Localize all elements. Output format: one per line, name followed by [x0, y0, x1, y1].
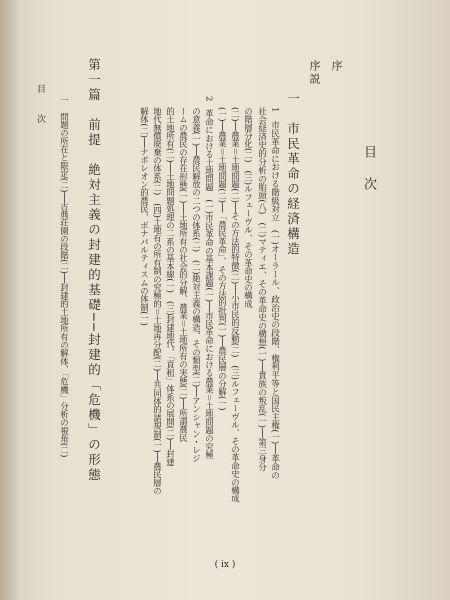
toc-line-10: 地代無償廃棄の体系(二) (四)土地有の所有制の究極的＝土地再分配(二)──共同体的諸規制(一)──農民層の	[152, 107, 163, 495]
intro-heading: 序説	[308, 60, 321, 86]
toc-line-part1: 一 問題の所在と限定(二)──古典荘園の段階(二)──封建的土地所有の解体、「危機」分析の視角(二)	[59, 96, 70, 458]
part1-title: 前提 絶対主義の封建的基礎──封建的「危機」の形態	[86, 118, 102, 484]
page-folio	[0, 560, 450, 570]
preface-heading: 序	[330, 60, 343, 73]
toc-line-9: 的土地所有(二)──土地問題処理の二系の基本線(一) (三)封建地代、「貢租」体系の展開(二)──封建	[165, 107, 176, 467]
toc-line-7: の意義(一)──農民解放の二つの体系(二) (二)絶対主義の構造、その類型(二)──アンシャン・レジ	[191, 107, 202, 463]
toc-line-3: の階層分化(二) (三)ルフェーヴル、その革命史の構成	[243, 107, 254, 308]
page-spine-shadow	[0, 0, 18, 600]
toc-line-4: (二)──農業＝土地問題(二)──その方法的特徴(二)──小市民的反動(二) (三)ルフェーヴル、その革命史の構成	[230, 107, 241, 503]
toc-line-11: 解体(二)──ナポレオン的農民、ボナパルティスムの体制(一)	[139, 107, 150, 326]
left-header: 目 次	[35, 84, 45, 129]
toc-line-8: ームの農民の存在形態(一)──土地所有の社会的分解、農業＝土地所有の実態(二)──所謂農民	[178, 107, 189, 442]
toc-line-5: (一)──農業＝土地問題(二)──「農民革命」、その方法的批判(一)──農民層の分解(一)	[217, 107, 228, 411]
toc-line-1: 1 市民革命における階級対立 (一)オーラール、政治史の段階、権利平等と国民主権(一)──革命の	[269, 107, 280, 480]
toc-line-2: 社会経済史的分析の胎頭(八) (二)マティエ、その革命史の構想(一)──貴族の叛乱(一)──第三身分	[256, 107, 267, 472]
toc-line-6: 2 革命における土地問題 (一)市民革命の基本課題(一)──市民革命における農業＝土地問題の究極	[204, 96, 215, 459]
right-header: 目 次	[361, 145, 376, 193]
section1-title: 一 市民革命の経済構造	[285, 92, 301, 257]
page-number: ( ix )	[214, 560, 236, 570]
part1-label: 第一篇	[86, 58, 102, 103]
